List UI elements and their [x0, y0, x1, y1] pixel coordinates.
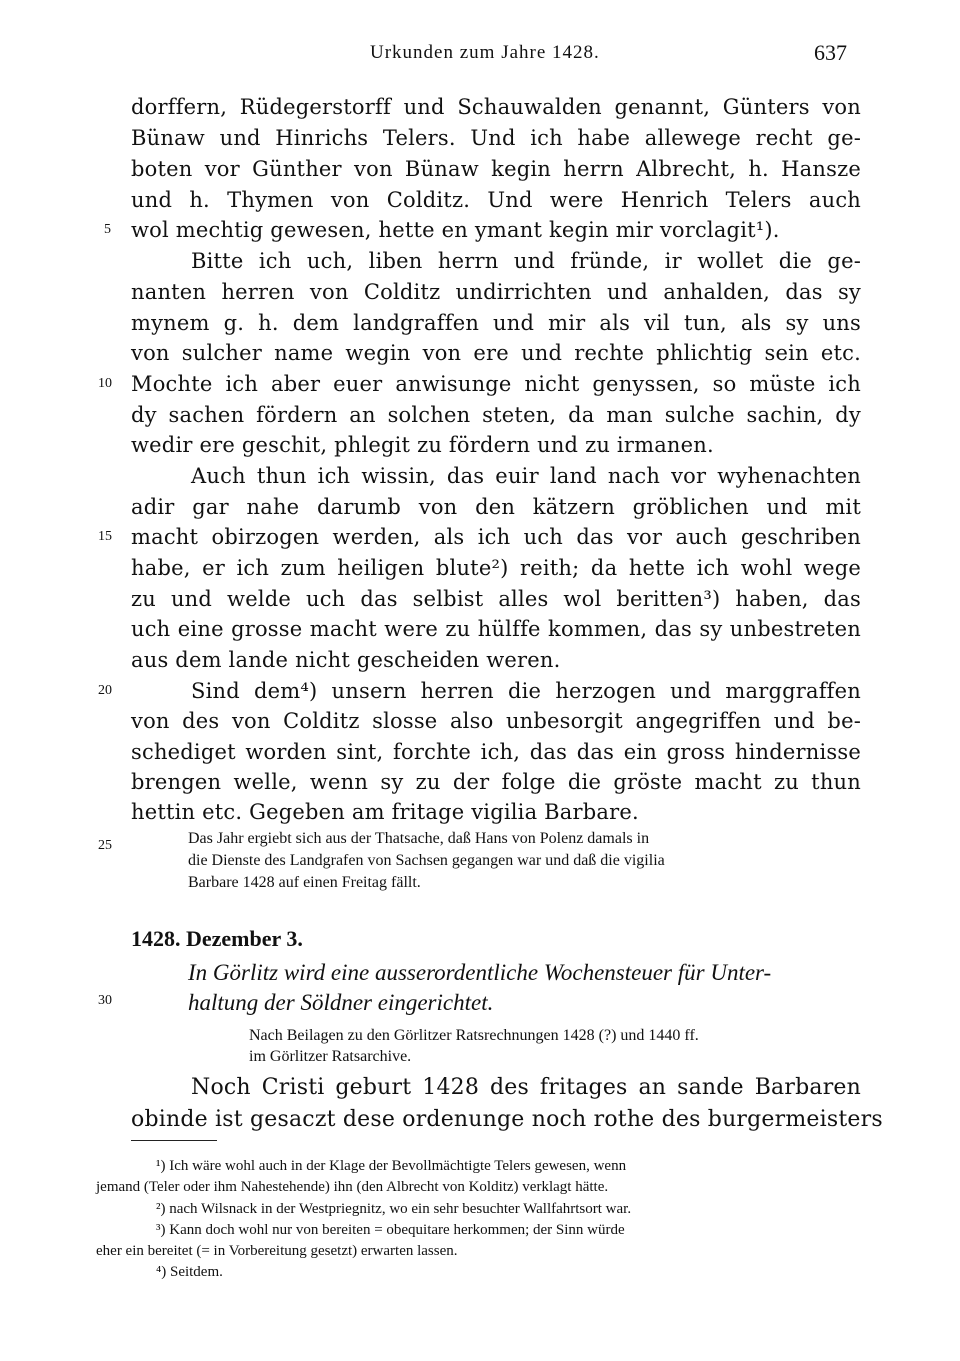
text-line: und h. Thymen von Colditz. Und were Henrich Telers auch: [131, 188, 861, 212]
regest-line: haltung der Söldner eingerichtet.: [188, 990, 494, 1015]
footnote-line: ¹) Ich wäre wohl auch in der Klage der Bevollmächtigte Telers gewesen, wenn: [156, 1158, 627, 1174]
note-line: Barbare 1428 auf einen Freitag fällt.: [188, 874, 421, 891]
line-number: 20: [98, 683, 112, 698]
text-line: Noch Cristi geburt 1428 des fritages an sande Barbaren: [191, 1075, 861, 1100]
text-line: brengen welle, wenn sy zu der folge die gröste macht zu thun: [131, 770, 861, 794]
running-title: Urkunden zum Jahre 1428.: [370, 42, 600, 63]
text-line: aus dem lande nicht gescheiden weren.: [131, 648, 561, 672]
line-number: 5: [104, 222, 111, 237]
document-heading: 1428. Dezember 3.: [131, 926, 303, 951]
text-line: uch eine grosse macht were zu hülffe kommen, das sy unbestreten: [131, 617, 861, 641]
note-line: die Dienste des Landgrafen von Sachsen gegangen war und daß die vigilia: [188, 852, 665, 869]
text-line: hettin etc. Gegeben am fritage vigilia Barbare.: [131, 800, 639, 824]
text-line: zu und welde uch das selbist alles wol beritten³) haben, das: [131, 587, 861, 611]
text-line: habe, er ich zum heiligen blute²) reith; da hette ich wohl wege: [131, 556, 861, 580]
footnote-divider: [131, 1140, 217, 1141]
footnote-line: ²) nach Wilsnack in der Westpriegnitz, wo ein sehr besuchter Wallfahrtsort war.: [156, 1201, 632, 1217]
page-number: 637: [814, 40, 847, 65]
text-line: dy sachen fördern an solchen steten, da man sulche sachin, dy: [131, 403, 861, 427]
text-line: mynem g. h. dem landgraffen und mir als vil tun, als sy uns: [131, 311, 861, 335]
text-line: macht obirzogen werden, als ich uch das vor auch geschriben: [131, 525, 861, 549]
text-line: obinde ist gesaczt dese ordenunge noch rothe des burgermeisters: [131, 1107, 883, 1132]
source-line: Nach Beilagen zu den Görlitzer Ratsrechnungen 1428 (?) und 1440 ff.: [249, 1027, 699, 1044]
text-line: boten vor Günther von Bünaw kegin herrn Albrecht, h. Hansze: [131, 157, 861, 181]
text-line: Mochte ich aber euer anwisunge nicht genyssen, so müste ich: [131, 372, 861, 396]
text-line: wol mechtig gewesen, hette en ymant kegin mir vorclagit¹).: [131, 218, 780, 242]
text-line: wedir ere geschit, phlegit zu fördern und zu irmanen.: [131, 433, 714, 457]
footnote-line: eher ein bereitet (= in Vorbereitung gesetzt) erwarten lassen.: [96, 1243, 458, 1259]
text-line: Sind dem⁴) unsern herren die herzogen und marggraffen: [191, 679, 861, 703]
line-number: 10: [98, 376, 112, 391]
text-line: adir gar nahe darumb von den kätzern gröblichen und mit: [131, 495, 861, 519]
note-line: Das Jahr ergiebt sich aus der Thatsache, daß Hans von Polenz damals in: [188, 830, 650, 847]
source-line: im Görlitzer Ratsarchive.: [249, 1048, 412, 1065]
text-line: Bünaw und Hinrichs Telers. Und ich habe allewege recht ge-: [131, 126, 861, 150]
footnote-line: ⁴) Seitdem.: [156, 1264, 223, 1280]
text-line: Auch thun ich wissin, das euir land nach vor wyhenachten: [191, 464, 861, 488]
text-line: schediget worden sint, forchte ich, das das ein gross hindernisse: [131, 740, 861, 764]
text-line: von sulcher name wegin von ere und rechte phlichtig sein etc.: [131, 341, 861, 365]
line-number: 15: [98, 529, 112, 544]
text-line: dorffern, Rüdegerstorff und Schauwalden genannt, Günters von: [131, 95, 861, 119]
line-number: 25: [98, 838, 112, 853]
text-line: von des von Colditz slosse also unbesorgit angegriffen und be-: [131, 709, 861, 733]
text-line: nanten herren von Colditz undirrichten und anhalden, das sy: [131, 280, 861, 304]
line-number: 30: [98, 993, 112, 1008]
regest-line: In Görlitz wird eine ausserordentliche Wochensteuer für Unter-: [188, 960, 772, 985]
footnote-line: jemand (Teler oder ihm Nahestehende) ihn (den Albrecht von Kolditz) verklagt hätte.: [96, 1179, 609, 1195]
footnote-line: ³) Kann doch wohl nur von bereiten = obequitare herkommen; der Sinn würde: [156, 1222, 625, 1238]
text-line: Bitte ich uch, liben herrn und fründe, ir wollet die ge-: [191, 249, 861, 273]
